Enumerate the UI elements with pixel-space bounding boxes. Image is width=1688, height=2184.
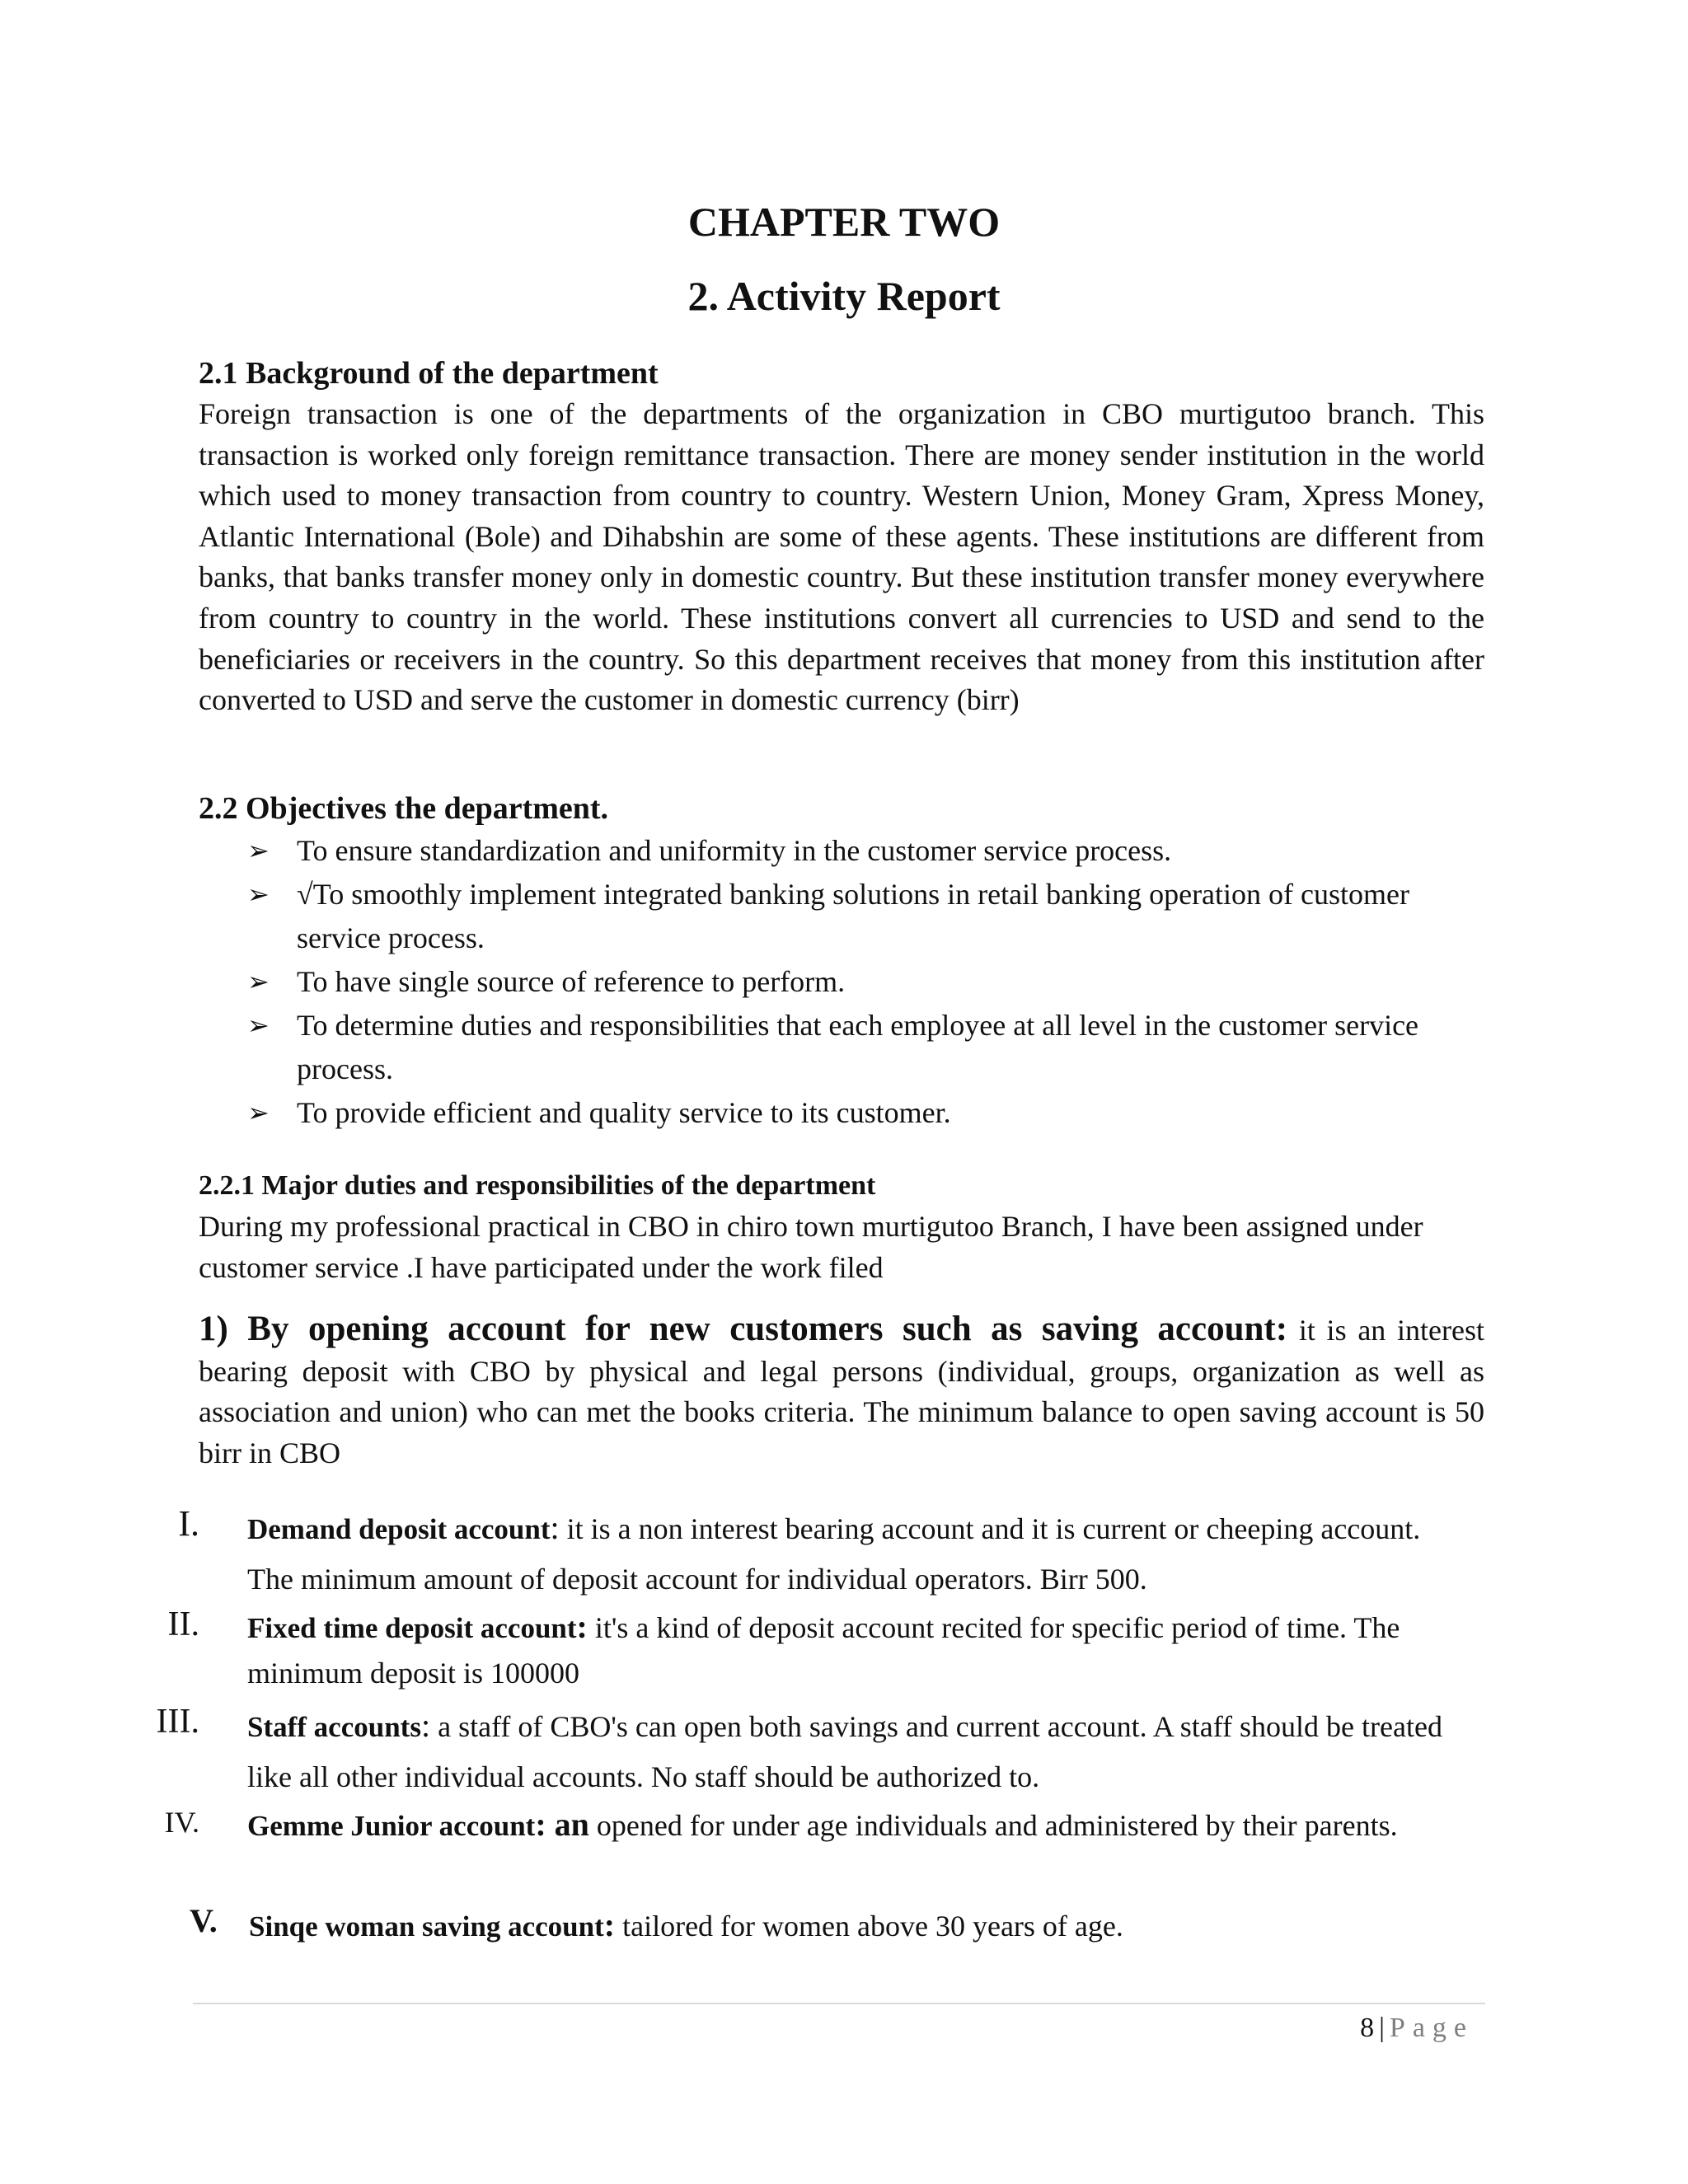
footer-divider	[193, 2003, 1485, 2004]
roman-numeral: IV.	[164, 1806, 199, 1839]
objective-text: To ensure standardization and uniformity in the customer service process.	[297, 834, 1172, 867]
section-background	[199, 353, 1484, 721]
objective-text: √To smoothly implement integrated banking solutions in retail banking operation of customer service process.	[297, 878, 1409, 954]
item-1-lead: 1) By opening account for new customers such as saving account:	[199, 1310, 1288, 1348]
chapter-subtitle: 2. Activity Report	[687, 273, 1001, 319]
account-type-text	[247, 1503, 1451, 1604]
footer-separator: |	[1379, 2013, 1385, 2043]
arrowhead-bullet-icon: ➢	[247, 1097, 270, 1128]
list-item	[247, 1091, 1484, 1135]
list-item	[247, 960, 1484, 1004]
section-2-1-heading: 2.1 Background of the department	[199, 356, 659, 391]
page-number: 8	[1360, 2013, 1375, 2043]
item-1-paragraph	[199, 1309, 1484, 1474]
item-1-body: it is an interest bearing deposit with CBO by physical and legal persons (individual, groups, organization as well as association and union) who can met the books criteria. The minimum balance to open saving account is 50 birr in CBO	[199, 1314, 1484, 1469]
account-type-description: it is a non interest bearing account and it is current or cheeping account. The minimum amount of deposit account for individual operators. Birr 500.	[247, 1512, 1421, 1596]
account-type-description: tailored for women above 30 years of age.	[615, 1910, 1123, 1943]
section-duties	[199, 1165, 1484, 1288]
item-1-saving-account	[199, 1309, 1484, 1474]
account-type-description: a staff of CBO's can open both savings and current account. A staff should be treated like all other individual accounts. No staff should be authorized to.	[247, 1710, 1442, 1793]
arrowhead-bullet-icon: ➢	[247, 1010, 270, 1041]
account-type-text	[247, 1701, 1451, 1802]
roman-numeral: II.	[167, 1605, 199, 1643]
account-type-term: Demand deposit account	[247, 1513, 551, 1545]
objective-text: To provide efficient and quality service to its customer.	[297, 1096, 951, 1129]
account-type-term: Fixed time deposit account	[247, 1612, 577, 1644]
arrowhead-bullet-icon: ➢	[247, 966, 270, 997]
account-type-text	[249, 1900, 1452, 1952]
account-type-colon: :	[603, 1906, 616, 1943]
account-type-text	[247, 1802, 1451, 1849]
account-type-description: it's a kind of deposit account recited for specific period of time. The minimum deposit is 100000	[247, 1611, 1400, 1690]
account-type-term: Sinqe woman saving account	[249, 1910, 604, 1943]
account-type-colon: : an	[535, 1806, 589, 1843]
section-2-2-heading: 2.2 Objectives the department.	[199, 791, 609, 826]
page-footer	[1360, 2008, 1474, 2049]
section-2-2-1-body: During my professional practical in CBO in chiro town murtigutoo Branch, I have been assigned under customer service .I have participated under the work filed	[199, 1210, 1423, 1284]
account-type-text	[247, 1604, 1451, 1696]
arrowhead-bullet-icon: ➢	[247, 835, 270, 866]
roman-numeral: I.	[178, 1503, 199, 1544]
objective-text: To determine duties and responsibilities that each employee at all level in the customer service process.	[297, 1009, 1419, 1085]
roman-numeral: III.	[156, 1703, 199, 1741]
account-type-colon: :	[576, 1608, 588, 1645]
list-item	[247, 1004, 1484, 1091]
section-2-1-body: Foreign transaction is one of the departments of the organization in CBO murtigutoo branch. This transaction is worked only foreign remittance transaction. There are money sender institution in the world which used to money transaction from country to country. Western Union, Money Gram, Xpress Money, Atlantic International (Bole) and Dihabshin are some of these agents. These institutions are different from banks, that banks transfer money only in domestic country. But these institution transfer money everywhere from country to country in the world. These institutions convert all currencies to USD and send to the beneficiaries or receivers in the country. So this department receives that money from this institution after converted to USD and serve the customer in domestic currency (birr)	[199, 397, 1484, 717]
roman-numeral: V.	[190, 1902, 218, 1939]
chapter-title: CHAPTER TWO	[687, 199, 1001, 245]
page-label: Page	[1389, 2013, 1474, 2043]
list-item	[247, 829, 1484, 873]
section-2-2-1-heading: 2.2.1 Major duties and responsibilities of the department	[199, 1170, 876, 1201]
objective-text: To have single source of reference to perform.	[297, 965, 846, 998]
section-objectives	[199, 788, 1484, 829]
arrowhead-bullet-icon: ➢	[247, 879, 270, 910]
account-type-colon: :	[420, 1707, 431, 1744]
list-item	[247, 873, 1484, 960]
account-type-colon: :	[550, 1509, 560, 1546]
objectives-list	[247, 829, 1484, 1135]
account-type-term: Gemme Junior account	[247, 1810, 536, 1842]
account-type-term: Staff accounts	[247, 1711, 421, 1743]
account-type-description: opened for under age individuals and administered by their parents.	[588, 1809, 1398, 1842]
